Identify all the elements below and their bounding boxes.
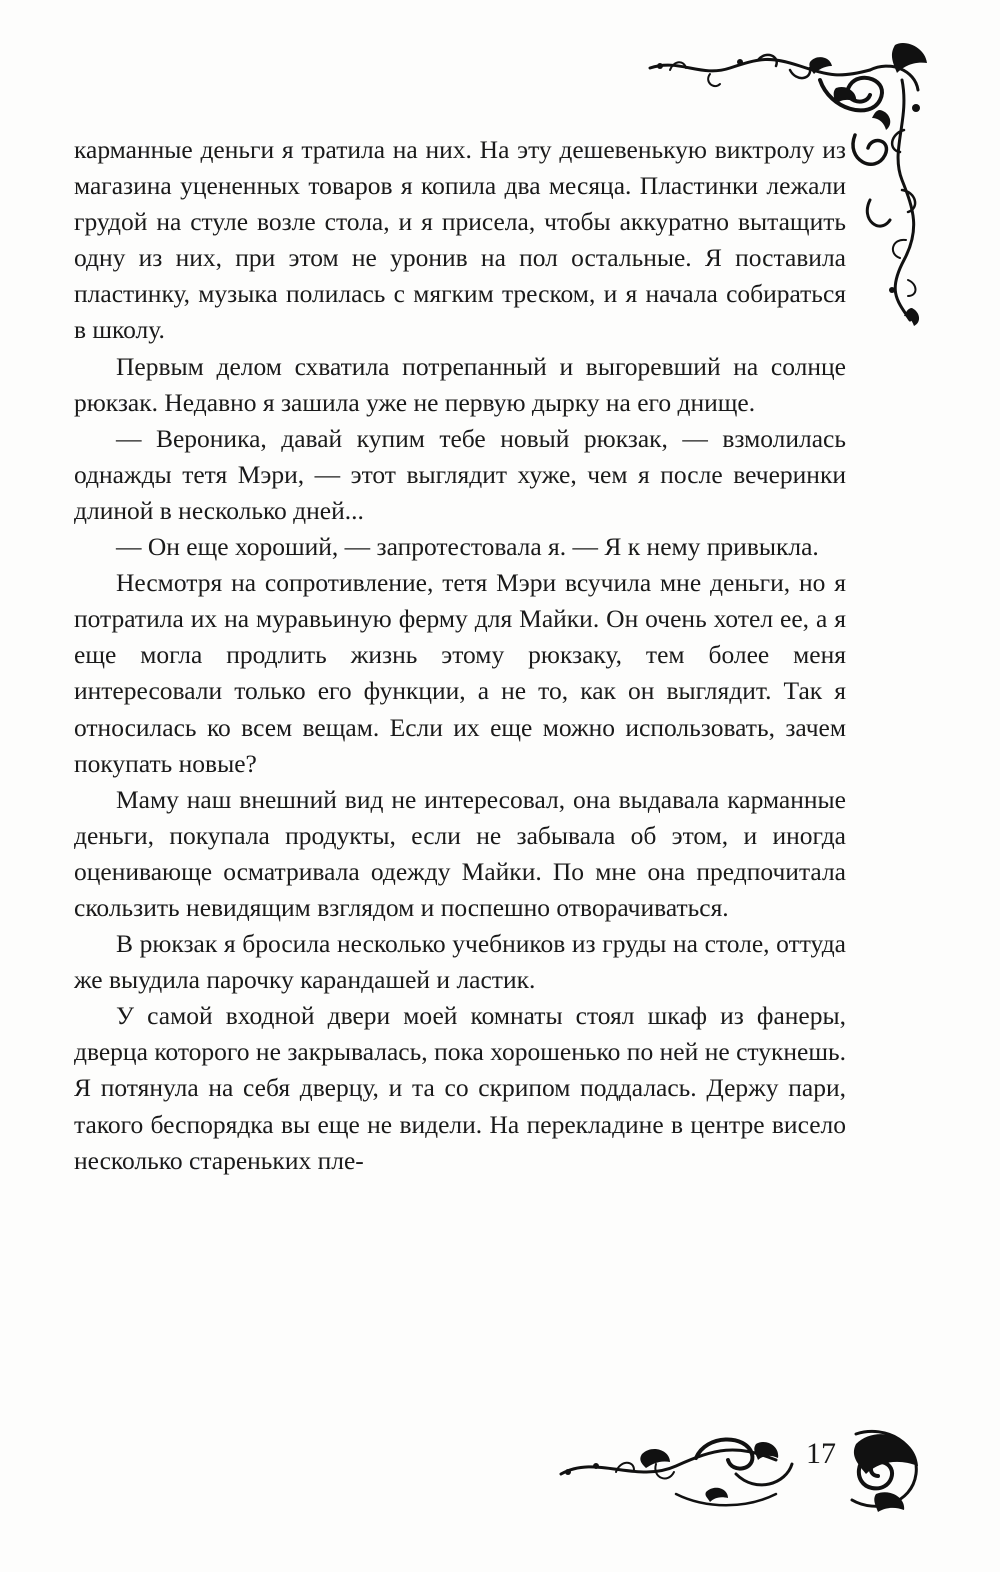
paragraph: У самой входной двери моей комнаты стоял шкаф из фанеры, дверца которого не закрывалась, пока хорошенько по ней не стукнешь. Я потянула на себя дверцу, и та со скрипом поддалась. Держу пари, такого беспорядка вы еще не видели. На перекладине в центре висело несколько стареньких пле- <box>74 1001 846 1175</box>
paragraph: В рюкзак я бросила несколько учебников из груды на столе, оттуда же выудила парочку карандашей и ластик. <box>74 929 846 995</box>
paragraph: — Он еще хороший, — запротестовала я. — Я к нему привыкла. <box>116 532 819 562</box>
footer-flourish-icon <box>556 1414 936 1524</box>
paragraph: — Вероника, давай купим тебе новый рюкзак, — взмолилась однажды тетя Мэри, — этот выглядит хуже, чем я после вечеринки длиной в несколько дней... <box>74 423 846 525</box>
paragraph: Первым делом схватила потрепанный и выгоревший на солнце рюкзак. Недавно я зашила уже не первую дырку на его днище. <box>74 351 846 417</box>
paragraph: Маму наш внешний вид не интересовал, она выдавала карманные деньги, покупала продукты, если не забывала об этом, и иногда оценивающе осматривала одежду Майки. По мне она предпочитала скользить невидящим взглядом и поспешно отворачиваться. <box>74 784 846 922</box>
body-text <box>74 132 846 1179</box>
paragraph: карманные деньги я тратила на них. На эту дешевенькую виктролу из магазина уцененных товаров я копила два месяца. Пластинки лежали грудой на стуле возле стола, и я присела, чтобы аккуратно вытащить одну из них, при этом не уронив на пол остальные. Я поставила пластинку, музыка полилась с мягким треском, и я начала собираться в школу. <box>74 135 846 345</box>
page-number: 17 <box>806 1437 836 1470</box>
paragraph: Несмотря на сопротивление, тетя Мэри всучила мне деньги, но я потратила их на муравьиную ферму для Майки. Он очень хотел ее, а я еще могла продлить жизнь этому рюкзаку, тем более меня интересовали только его функции, а не то, как он выглядит. Так я относилась ко всем вещам. Если их еще можно использовать, зачем покупать новые? <box>74 568 846 778</box>
